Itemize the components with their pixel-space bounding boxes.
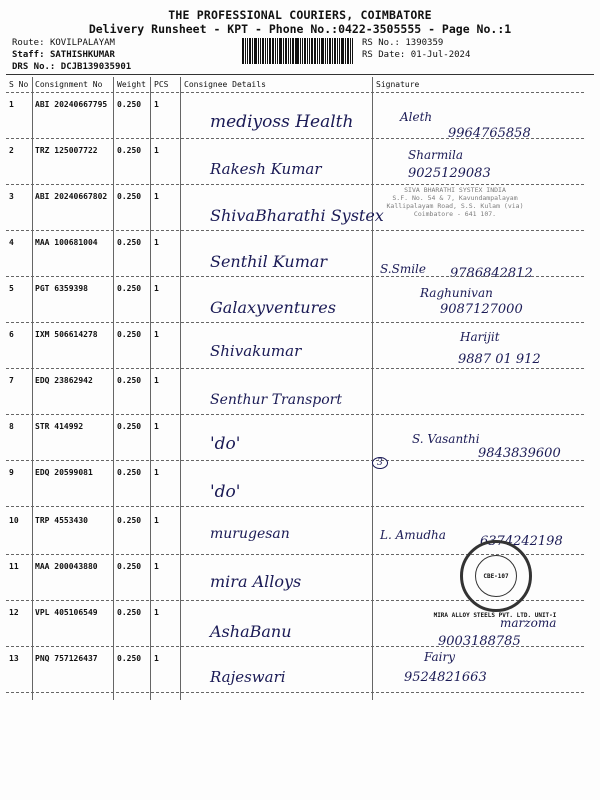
- row-weight: 0.250: [117, 562, 142, 571]
- row-pcs: 1: [154, 516, 159, 525]
- row-weight: 0.250: [117, 422, 142, 431]
- row-pcs: 1: [154, 192, 159, 201]
- row-consignee-handwritten: Galaxyventures: [210, 298, 336, 317]
- row-consignee-handwritten: Shivakumar: [210, 342, 302, 360]
- stamp-line: Kallipalayam Road, S.S. Kulam (via): [386, 202, 524, 210]
- row-consignment-no: TRP 4553430: [35, 516, 88, 525]
- column-header: Signature: [376, 80, 420, 89]
- row-consignment-no: IXM 506614278: [35, 330, 98, 339]
- row-signature: S.Smile: [380, 262, 426, 276]
- row-pcs: 1: [154, 562, 159, 571]
- row-consignment-no: PNQ 757126437: [35, 654, 98, 663]
- row-divider: [6, 138, 584, 139]
- row-serial: 7: [9, 376, 14, 385]
- company-stamp-rect: [376, 186, 534, 238]
- row-weight: 0.250: [117, 284, 142, 293]
- row-weight: 0.250: [117, 100, 142, 109]
- row-consignee-handwritten: Senthur Transport: [210, 392, 342, 408]
- row-phone-handwritten: 9087127000: [440, 302, 523, 317]
- row-phone-handwritten: 9887 01 912: [458, 352, 541, 367]
- row-pcs: 1: [154, 608, 159, 617]
- row-divider: [6, 506, 584, 507]
- row-signature: Harijit: [460, 330, 500, 344]
- row-pcs: 1: [154, 376, 159, 385]
- runsheet-meta-right: [362, 37, 470, 61]
- row-phone-handwritten: 6374242198: [480, 534, 563, 549]
- row-pcs: 1: [154, 100, 159, 109]
- stamp-line: S.F. No. 54 & 7, Kavundampalayam: [392, 194, 518, 202]
- row-consignment-no: EDQ 20599081: [35, 468, 93, 477]
- row-weight: 0.250: [117, 330, 142, 339]
- header-divider: [6, 74, 594, 75]
- column-header: Consignee Details: [184, 80, 266, 89]
- row-signature: Raghunivan: [420, 286, 493, 300]
- stamp-center-text: CBE-107: [483, 572, 509, 580]
- row-pcs: 1: [154, 146, 159, 155]
- rs-date-line: RS Date: 01-Jul-2024: [362, 50, 471, 60]
- column-divider: [150, 77, 151, 700]
- stamp-circle-text: MIRA ALLOY STEELS PVT. LTD. UNIT-I: [433, 612, 557, 619]
- row-divider: [6, 460, 584, 461]
- row-phone-handwritten: 9843839600: [478, 446, 561, 461]
- row-divider: [6, 646, 584, 647]
- row-weight: 0.250: [117, 608, 142, 617]
- rs-date-value: 01-Jul-2024: [410, 50, 471, 60]
- row-pcs: 1: [154, 238, 159, 247]
- row-serial: 4: [9, 238, 14, 247]
- row-signature: marzoma: [500, 616, 557, 630]
- route-value: KOVILPALAYAM: [49, 38, 115, 48]
- row-weight: 0.250: [117, 468, 142, 477]
- staff-line: Staff: SATHISHKUMAR: [12, 50, 115, 60]
- row-consignee-handwritten: murugesan: [210, 526, 290, 542]
- row-divider: [6, 414, 584, 415]
- row-consignment-no: VPL 405106549: [35, 608, 98, 617]
- row-pcs: 1: [154, 330, 159, 339]
- row-weight: 0.250: [117, 238, 142, 247]
- column-divider: [113, 77, 114, 700]
- row-phone-handwritten: 9786842812: [450, 266, 533, 281]
- drs-line: DRS No.: DCJB139035901: [12, 62, 132, 72]
- row-consignment-no: MAA 200043880: [35, 562, 98, 571]
- column-header: S No: [9, 80, 29, 89]
- row-signature: Sharmila: [408, 148, 464, 162]
- row-consignment-no: ABI 20240667795: [35, 100, 108, 109]
- row-serial: 6: [9, 330, 14, 339]
- rs-no-line: RS No.: 1390359: [362, 38, 444, 48]
- row-pcs: 1: [154, 422, 159, 431]
- row-divider: [6, 184, 584, 185]
- row-consignee-handwritten: Rajeswari: [210, 668, 286, 686]
- row-serial: 12: [9, 608, 19, 617]
- row-serial: 11: [9, 562, 19, 571]
- row-serial: 3: [9, 192, 14, 201]
- row-consignee-handwritten: AshaBanu: [210, 622, 292, 641]
- row-pcs: 1: [154, 284, 159, 293]
- company-stamp-circle: [460, 540, 532, 612]
- stamp-line: SIVA BHARATHI SYSTEX INDIA: [404, 186, 506, 194]
- row-serial: 8: [9, 422, 14, 431]
- row-weight: 0.250: [117, 654, 142, 663]
- row-consignment-no: ABI 20240667802: [35, 192, 108, 201]
- column-header: Weight: [117, 80, 146, 89]
- document-title: THE PROFESSIONAL COURIERS, COIMBATORE: [168, 8, 432, 22]
- rs-no-value: 1390359: [405, 38, 444, 48]
- row-divider: [6, 368, 584, 369]
- column-divider: [372, 77, 373, 700]
- row-phone-handwritten: 9524821663: [404, 670, 487, 685]
- row-serial: 5: [9, 284, 14, 293]
- row-weight: 0.250: [117, 376, 142, 385]
- bracket-annotation: 3: [372, 457, 388, 469]
- column-divider: [32, 77, 33, 700]
- row-serial: 13: [9, 654, 19, 663]
- row-phone-handwritten: 9025129083: [408, 166, 491, 181]
- row-signature: L. Amudha: [380, 528, 446, 542]
- row-consignee-handwritten: mediyoss Health: [210, 112, 354, 132]
- row-pcs: 1: [154, 468, 159, 477]
- row-consignee-handwritten: mira Alloys: [210, 572, 302, 591]
- barcode-image: [242, 38, 354, 64]
- stamp-line: Coimbatore - 641 107.: [413, 210, 497, 218]
- row-serial: 9: [9, 468, 14, 477]
- row-divider: [6, 322, 584, 323]
- row-divider: [6, 692, 584, 693]
- row-pcs: 1: [154, 654, 159, 663]
- row-phone-handwritten: 9964765858: [448, 126, 531, 141]
- row-signature: S. Vasanthi: [412, 432, 480, 446]
- row-consignee-handwritten: Senthil Kumar: [210, 252, 328, 271]
- row-consignment-no: MAA 100681004: [35, 238, 98, 247]
- column-header: Consignment No: [35, 80, 103, 89]
- column-divider: [180, 77, 181, 700]
- stamp-circle-inner: [475, 555, 517, 597]
- row-divider: [6, 276, 584, 277]
- row-consignee-handwritten: 'do': [210, 482, 241, 502]
- row-serial: 1: [9, 100, 14, 109]
- row-weight: 0.250: [117, 516, 142, 525]
- row-consignment-no: EDQ 23862942: [35, 376, 93, 385]
- row-consignee-handwritten: Rakesh Kumar: [210, 160, 322, 178]
- document-subtitle: Delivery Runsheet - KPT - Phone No.:0422-3505555 - Page No.:1: [88, 22, 512, 36]
- row-signature: Aleth: [400, 110, 433, 124]
- row-consignment-no: TRZ 125007722: [35, 146, 98, 155]
- row-consignee-handwritten: ShivaBharathi Systex: [210, 206, 384, 225]
- row-serial: 2: [9, 146, 14, 155]
- staff-value: SATHISHKUMAR: [49, 50, 115, 60]
- route-line: Route: KOVILPALAYAM: [12, 38, 115, 48]
- row-consignee-handwritten: 'do': [210, 434, 241, 454]
- drs-value: DCJB139035901: [60, 62, 132, 72]
- row-divider: [6, 92, 584, 93]
- row-signature: Fairy: [424, 650, 456, 664]
- row-serial: 10: [9, 516, 19, 525]
- row-weight: 0.250: [117, 146, 142, 155]
- row-phone-handwritten: 9003188785: [438, 634, 521, 649]
- row-consignment-no: PGT 6359398: [35, 284, 88, 293]
- row-weight: 0.250: [117, 192, 142, 201]
- column-header: PCS: [154, 80, 169, 89]
- runsheet-meta-left: [12, 37, 131, 73]
- row-consignment-no: STR 414992: [35, 422, 84, 431]
